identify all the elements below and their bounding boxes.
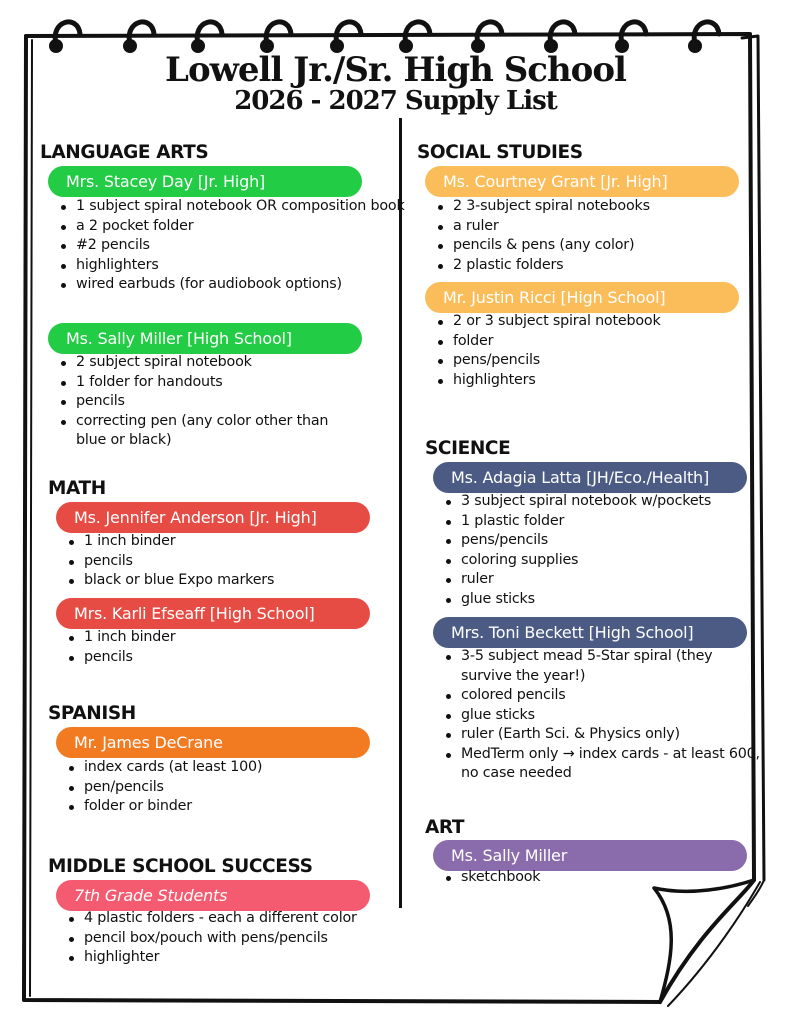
- section-heading-science: SCIENCE: [425, 438, 511, 459]
- teacher-pill-latta: Ms. Adagia Latta [JH/Eco./Health]: [433, 462, 747, 493]
- teacher-pill-decrane: Mr. James DeCrane: [56, 727, 370, 758]
- list-item: folder or binder: [84, 797, 404, 817]
- supply-list-decrane: [66, 758, 404, 817]
- list-item: ruler (Earth Sci. & Physics only): [461, 725, 761, 745]
- list-item: pencils: [84, 552, 404, 572]
- list-item: 3-5 subject mead 5-Star spiral (they survive the year!): [461, 647, 761, 686]
- list-item: pencils: [84, 648, 404, 668]
- supply-list-7th-grade: [66, 909, 404, 968]
- teacher-pill-grant: Ms. Courtney Grant [Jr. High]: [425, 166, 739, 197]
- teacher-pill-efseaff: Mrs. Karli Efseaff [High School]: [56, 598, 370, 629]
- list-item: pen/pencils: [84, 778, 404, 798]
- list-item: 1 inch binder: [84, 532, 404, 552]
- list-item: 2 plastic folders: [453, 256, 753, 276]
- list-item: pencils: [76, 392, 346, 412]
- supply-list-anderson: [66, 532, 404, 591]
- list-item: correcting pen (any color other than blue or black): [76, 412, 346, 451]
- supply-list-day: [58, 197, 406, 295]
- supply-list-beckett: [443, 647, 761, 784]
- list-item: colored pencils: [461, 686, 761, 706]
- supply-list-latta: [443, 492, 761, 609]
- list-item: pencil box/pouch with pens/pencils: [84, 929, 404, 949]
- supply-list-grant: [435, 197, 753, 275]
- list-item: highlighters: [76, 256, 406, 276]
- section-heading-spanish: SPANISH: [48, 703, 136, 724]
- list-item: 4 plastic folders - each a different color: [84, 909, 404, 929]
- list-item: 3 subject spiral notebook w/pockets: [461, 492, 761, 512]
- supply-list-miller-art: [443, 868, 761, 888]
- list-item: pencils & pens (any color): [453, 236, 753, 256]
- section-heading-social-studies: SOCIAL STUDIES: [417, 142, 583, 163]
- list-item: coloring supplies: [461, 551, 761, 571]
- list-item: ruler: [461, 570, 761, 590]
- teacher-pill-beckett: Mrs. Toni Beckett [High School]: [433, 617, 747, 648]
- supply-list-efseaff: [66, 628, 404, 667]
- list-item: 2 3-subject spiral notebooks: [453, 197, 753, 217]
- section-heading-art: ART: [425, 817, 465, 838]
- list-item: 1 plastic folder: [461, 512, 761, 532]
- list-item: wired earbuds (for audiobook options): [76, 275, 406, 295]
- teacher-pill-day: Mrs. Stacey Day [Jr. High]: [48, 166, 362, 197]
- list-item: a ruler: [453, 217, 753, 237]
- list-item: index cards (at least 100): [84, 758, 404, 778]
- list-item: highlighter: [84, 948, 404, 968]
- page-title: Lowell Jr./Sr. High School: [165, 50, 626, 90]
- section-heading-middle-school-success: MIDDLE SCHOOL SUCCESS: [48, 856, 313, 877]
- list-item: highlighters: [453, 371, 753, 391]
- teacher-pill-7th-grade: 7th Grade Students: [56, 880, 370, 911]
- list-item: #2 pencils: [76, 236, 406, 256]
- teacher-pill-miller-art: Ms. Sally Miller: [433, 840, 747, 871]
- page-subtitle: 2026 - 2027 Supply List: [234, 86, 557, 116]
- teacher-pill-miller-ela: Ms. Sally Miller [High School]: [48, 323, 362, 354]
- section-heading-math: MATH: [48, 478, 106, 499]
- list-item: pens/pencils: [453, 351, 753, 371]
- list-item: 1 inch binder: [84, 628, 404, 648]
- teacher-pill-anderson: Ms. Jennifer Anderson [Jr. High]: [56, 502, 370, 533]
- list-item: 1 subject spiral notebook OR composition book: [76, 197, 406, 217]
- list-item: a 2 pocket folder: [76, 217, 406, 237]
- list-item: pens/pencils: [461, 531, 761, 551]
- list-item: glue sticks: [461, 706, 761, 726]
- supply-list-miller-ela: [58, 353, 346, 451]
- list-item: sketchbook: [461, 868, 761, 888]
- teacher-pill-ricci: Mr. Justin Ricci [High School]: [425, 282, 739, 313]
- supply-list-ricci: [435, 312, 753, 390]
- list-item: 1 folder for handouts: [76, 373, 346, 393]
- section-heading-language-arts: LANGUAGE ARTS: [40, 142, 209, 163]
- list-item: black or blue Expo markers: [84, 571, 404, 591]
- list-item: MedTerm only → index cards - at least 600, no case needed: [461, 745, 761, 784]
- list-item: glue sticks: [461, 590, 761, 610]
- list-item: 2 or 3 subject spiral notebook: [453, 312, 753, 332]
- list-item: folder: [453, 332, 753, 352]
- list-item: 2 subject spiral notebook: [76, 353, 346, 373]
